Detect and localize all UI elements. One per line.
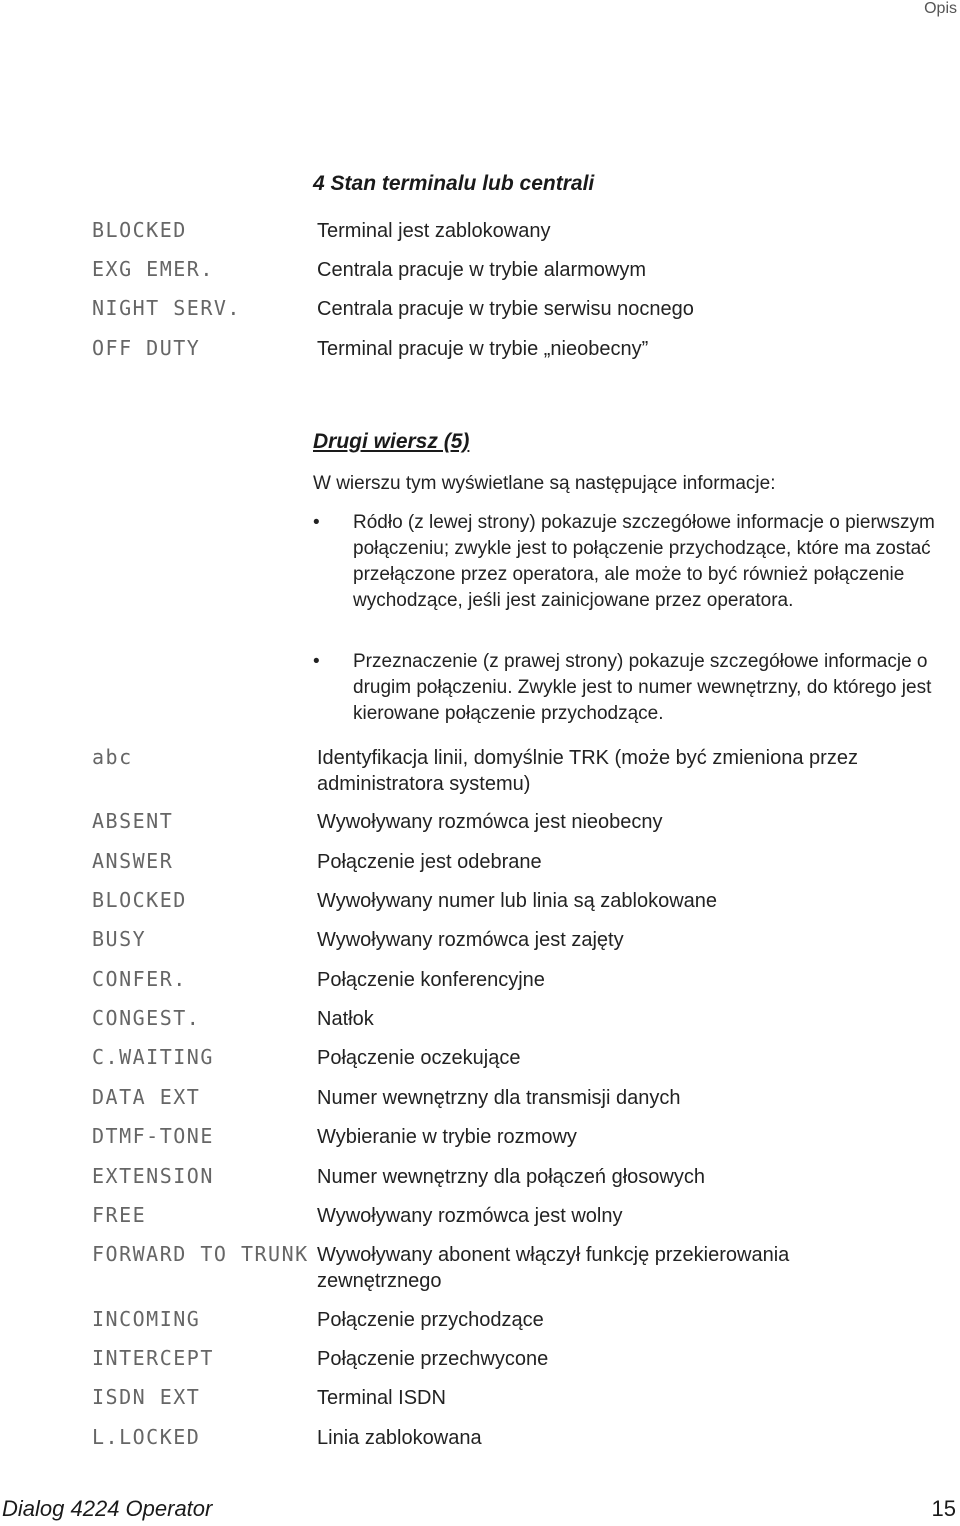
- status-code: INCOMING: [92, 1307, 201, 1331]
- second-row-heading: Drugi wiersz (5): [313, 430, 470, 453]
- status-code: EXG EMER.: [92, 257, 214, 281]
- status-description: Numer wewnętrzny dla połączeń głosowych: [317, 1166, 705, 1188]
- status-code: L.LOCKED: [92, 1425, 201, 1449]
- status-code: FORWARD TO TRUNK: [92, 1242, 309, 1266]
- status-description: Wywoływany rozmówca jest wolny: [317, 1205, 623, 1227]
- section-label: Opis: [924, 0, 957, 17]
- status-description: Wywoływany rozmówca jest zajęty: [317, 929, 624, 951]
- status-code: FREE: [92, 1203, 147, 1227]
- second-row-intro: W wierszu tym wyświetlane są następujące informacje:: [313, 473, 776, 494]
- status-code: BUSY: [92, 927, 147, 951]
- status-code: CONGEST.: [92, 1006, 201, 1030]
- status-description: Terminal jest zablokowany: [317, 220, 551, 242]
- status-description: Wybieranie w trybie rozmowy: [317, 1126, 577, 1148]
- status-description: Wywoływany rozmówca jest nieobecny: [317, 811, 663, 833]
- status-code: OFF DUTY: [92, 336, 201, 360]
- status-code: C.WAITING: [92, 1045, 214, 1069]
- bullet-text: Ródło (z lewej strony) pokazuje szczegółowe informacje o pierwszym połączeniu; zwykle jest to połączenie przychodzące, które ma zostać przełączone przez operatora, ale może to być również połączenie wychodzące, jeśli jest zainicjowane przez operatora.: [353, 512, 935, 611]
- page-number: 15: [931, 1496, 956, 1521]
- status-description: Połączenie oczekujące: [317, 1047, 521, 1069]
- bullet-dot: •: [313, 651, 320, 672]
- status-description: Terminal ISDN: [317, 1387, 446, 1409]
- status-code: EXTENSION: [92, 1164, 214, 1188]
- status-code: ABSENT: [92, 809, 174, 833]
- status-description: Centrala pracuje w trybie serwisu nocnego: [317, 298, 694, 320]
- status-code: ISDN EXT: [92, 1385, 201, 1409]
- status-code: DATA EXT: [92, 1085, 201, 1109]
- status-description: Połączenie przychodzące: [317, 1309, 544, 1331]
- section-4-heading: 4 Stan terminalu lub centrali: [313, 172, 595, 195]
- status-description: Identyfikacja linii, domyślnie TRK (może być zmieniona przez administratora systemu): [317, 747, 858, 795]
- footer-document-title: Dialog 4224 Operator: [2, 1496, 213, 1521]
- status-code: DTMF-TONE: [92, 1124, 214, 1148]
- status-description: Wywoływany numer lub linia są zablokowane: [317, 890, 718, 912]
- status-code: INTERCEPT: [92, 1346, 214, 1370]
- status-description: Połączenie jest odebrane: [317, 851, 542, 873]
- bullet-dot: •: [313, 512, 320, 533]
- bullet-text: Przeznaczenie (z prawej strony) pokazuje szczegółowe informacje o drugim połączeniu. Zwykle jest to numer wewnętrzny, do którego jest kierowane połączenie przychodzące.: [353, 651, 932, 724]
- status-description: Numer wewnętrzny dla transmisji danych: [317, 1087, 681, 1109]
- status-description: Centrala pracuje w trybie alarmowym: [317, 259, 647, 281]
- status-description: Natłok: [317, 1008, 374, 1030]
- status-code: NIGHT SERV.: [92, 296, 241, 320]
- status-code: ANSWER: [92, 849, 174, 873]
- status-code: BLOCKED: [92, 888, 187, 912]
- status-code: BLOCKED: [92, 218, 187, 242]
- status-description: Połączenie konferencyjne: [317, 969, 545, 991]
- status-description: Linia zablokowana: [317, 1427, 482, 1449]
- status-code: CONFER.: [92, 967, 187, 991]
- status-description: Połączenie przechwycone: [317, 1348, 549, 1370]
- status-description: Wywoływany abonent włączył funkcję przekierowania zewnętrznego: [317, 1244, 790, 1292]
- status-description: Terminal pracuje w trybie „nieobecny”: [317, 338, 649, 360]
- status-code: abc: [92, 745, 133, 769]
